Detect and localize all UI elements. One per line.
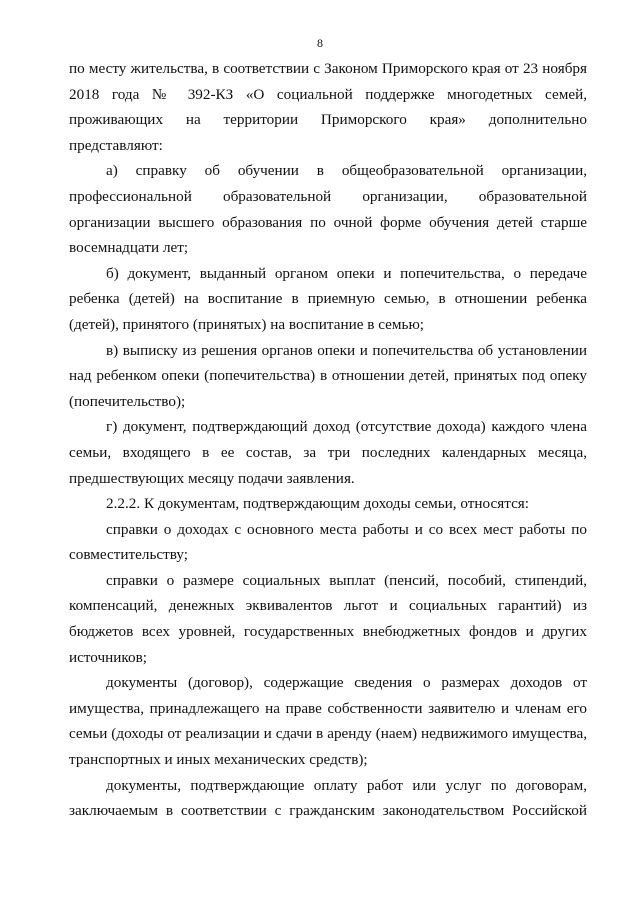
paragraph-item-g: г) документ, подтверждающий доход (отсутствие дохода) каждого члена семьи, входящего в ее состав, за три последних календарных месяца, предшествующих месяцу подачи заявления. (69, 418, 587, 487)
page-number: 8 (317, 36, 323, 50)
paragraph-item-b: б) документ, выданный органом опеки и попечительства, о передаче ребенка (детей) на воспитание в приемную семью, в отношении ребенка (детей), принятого (принятых) на воспитание в семью; (69, 264, 587, 333)
paragraph-payment-documents: документы, подтверждающие оплату работ или услуг по договорам, заключаемым в соответствии с гражданским законодательством Российской (69, 776, 587, 820)
paragraph-section-2-2-2: 2.2.2. К документам, подтверждающим доходы семьи, относятся: (106, 495, 530, 513)
paragraph-continuation: по месту жительства, в соответствии с Законом Приморского края от 23 ноября 2018 года № 392-КЗ «О социальной поддержке многодетных семей, проживающих на территории Приморского края» дополнительно представляют: (69, 60, 587, 154)
paragraph-property-income: документы (договор), содержащие сведения о размерах доходов от имущества, принадлежащего на праве собственности заявителю и членам его семьи (доходы от реализации и сдачи в аренду (наем) недвижимого имущества, транспортных и иных механических средств); (69, 674, 587, 769)
paragraph-income-certificates: справки о доходах с основного места работы и со всех мест работы по совместительству; (69, 520, 587, 564)
document-body (69, 56, 587, 824)
paragraph-social-payments: справки о размере социальных выплат (пенсий, пособий, стипендий, компенсаций, денежных эквивалентов льгот и социальных гарантий) из бюджетов всех уровней, государственных внебюджетных фондов и других источников; (69, 571, 587, 666)
paragraph-item-v: в) выписку из решения органов опеки и попечительства об установлении над ребенком опеки (попечительства) в отношении детей, принятых под опеку (попечительство); (69, 341, 587, 410)
paragraph-item-a: а) справку об обучении в общеобразовательной организации, профессиональной образовательной организации, образовательной организации высшего образования по очной форме обучения детей старше восемнадцати лет; (69, 162, 587, 257)
